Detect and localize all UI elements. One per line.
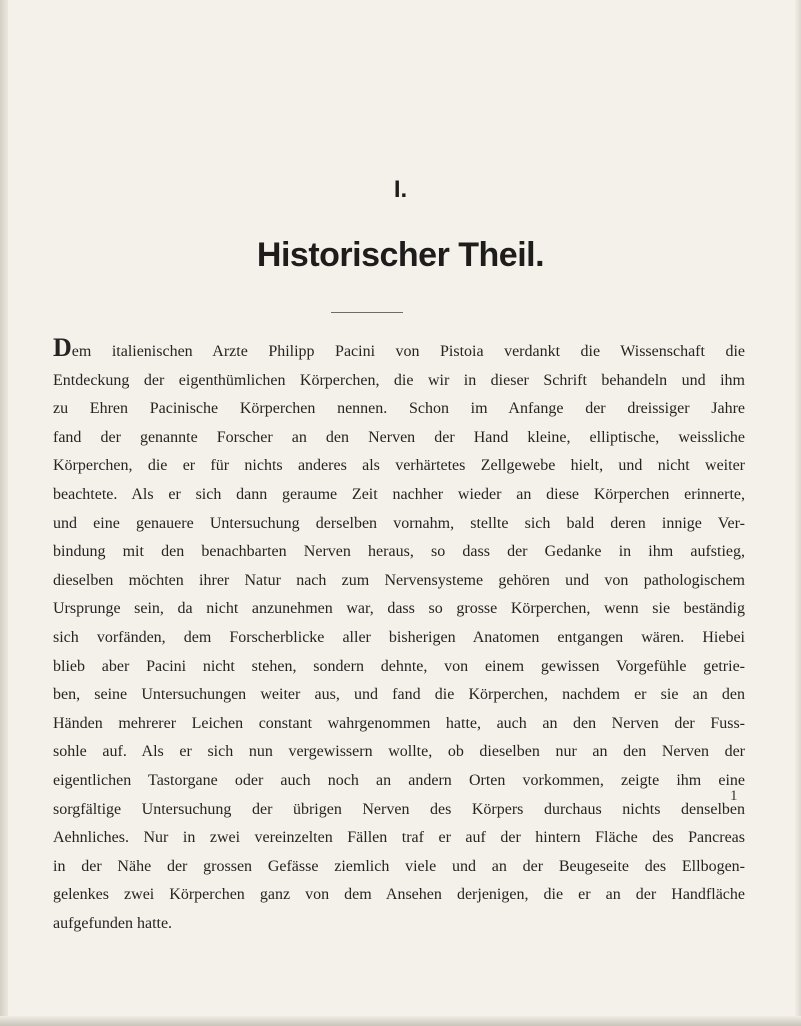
text-line-21: aufgefunden hatte.	[53, 914, 173, 932]
page-number: 1	[730, 788, 738, 804]
text-line-5: Körperchen, die er für nichts anderes als verhärtetes Zellgewebe hielt, und nicht weiter	[53, 457, 745, 475]
text-line-1-rest: em italienischen Arzte Philipp Pacini von Pistoia verdankt die Wissenschaft die	[71, 343, 745, 360]
text-line-16: eigentlichen Tastorgane oder auch noch an andern Orten vorkommen, zeigte ihm eine	[53, 771, 745, 789]
section-title: Historischer Theil.	[256, 236, 545, 274]
text-line-2: Entdeckung der eigenthümlichen Körperchen, die wir in dieser Schrift behandeln und ihm	[53, 371, 745, 389]
text-line-4: fand der genannte Forscher an den Nerven der Hand kleine, elliptische, weissliche	[53, 428, 745, 446]
text-line-10: Ursprunge sein, da nicht anzunehmen war, dass so grosse Körperchen, wenn sie beständig	[53, 600, 745, 618]
text-line-9: dieselben möchten ihrer Natur nach zum Nervensysteme gehören und von pathologischem	[53, 571, 745, 589]
text-line-13: ben, seine Untersuchungen weiter aus, und fand die Körperchen, nachdem er sie an den	[53, 686, 745, 704]
text-line-8: bindung mit den benachbarten Nerven heraus, so dass der Gedanke in ihm aufstieg,	[53, 543, 745, 561]
page-edge-left	[0, 0, 8, 1026]
text-line-1	[53, 338, 745, 367]
text-line-11: sich vorfänden, dem Forscherblicke aller bisherigen Anatomen entgangen wären. Hiebei	[53, 628, 745, 646]
drop-initial: D	[53, 338, 72, 362]
text-line-15: sohle auf. Als er sich nun vergewissern wollte, ob dieselben nur an den Nerven der	[53, 743, 745, 761]
text-line-3: zu Ehren Pacinische Körperchen nennen. Schon im Anfange der dreissiger Jahre	[53, 400, 745, 418]
title-divider	[331, 312, 403, 313]
text-line-12: blieb aber Pacini nicht stehen, sondern dehnte, von einem gewissen Vorgefühle getrie-	[53, 657, 745, 675]
page-edge-right	[795, 0, 801, 1026]
page-edge-bottom	[0, 1016, 801, 1026]
text-line-17: sorgfältige Untersuchung der übrigen Nerven des Körpers durchaus nichts denselben	[53, 800, 745, 818]
body-text	[53, 338, 745, 938]
text-line-19: in der Nähe der grossen Gefässe ziemlich viele und an der Beugeseite des Ellbogen-	[53, 857, 745, 875]
text-line-20: gelenkes zwei Körperchen ganz von dem Ansehen derjenigen, die er an der Handfläche	[53, 886, 745, 904]
section-number: I.	[393, 176, 408, 203]
text-line-18: Aehnliches. Nur in zwei vereinzelten Fällen traf er auf der hintern Fläche des Pancreas	[53, 829, 745, 847]
text-line-6: beachtete. Als er sich dann geraume Zeit nachher wieder an diese Körperchen erinnerte,	[53, 485, 745, 503]
text-line-7: und eine genauere Untersuchung derselben vornahm, stellte sich bald deren innige Ver-	[53, 514, 745, 532]
text-line-14: Händen mehrerer Leichen constant wahrgenommen hatte, auch an den Nerven der Fuss-	[53, 714, 745, 732]
